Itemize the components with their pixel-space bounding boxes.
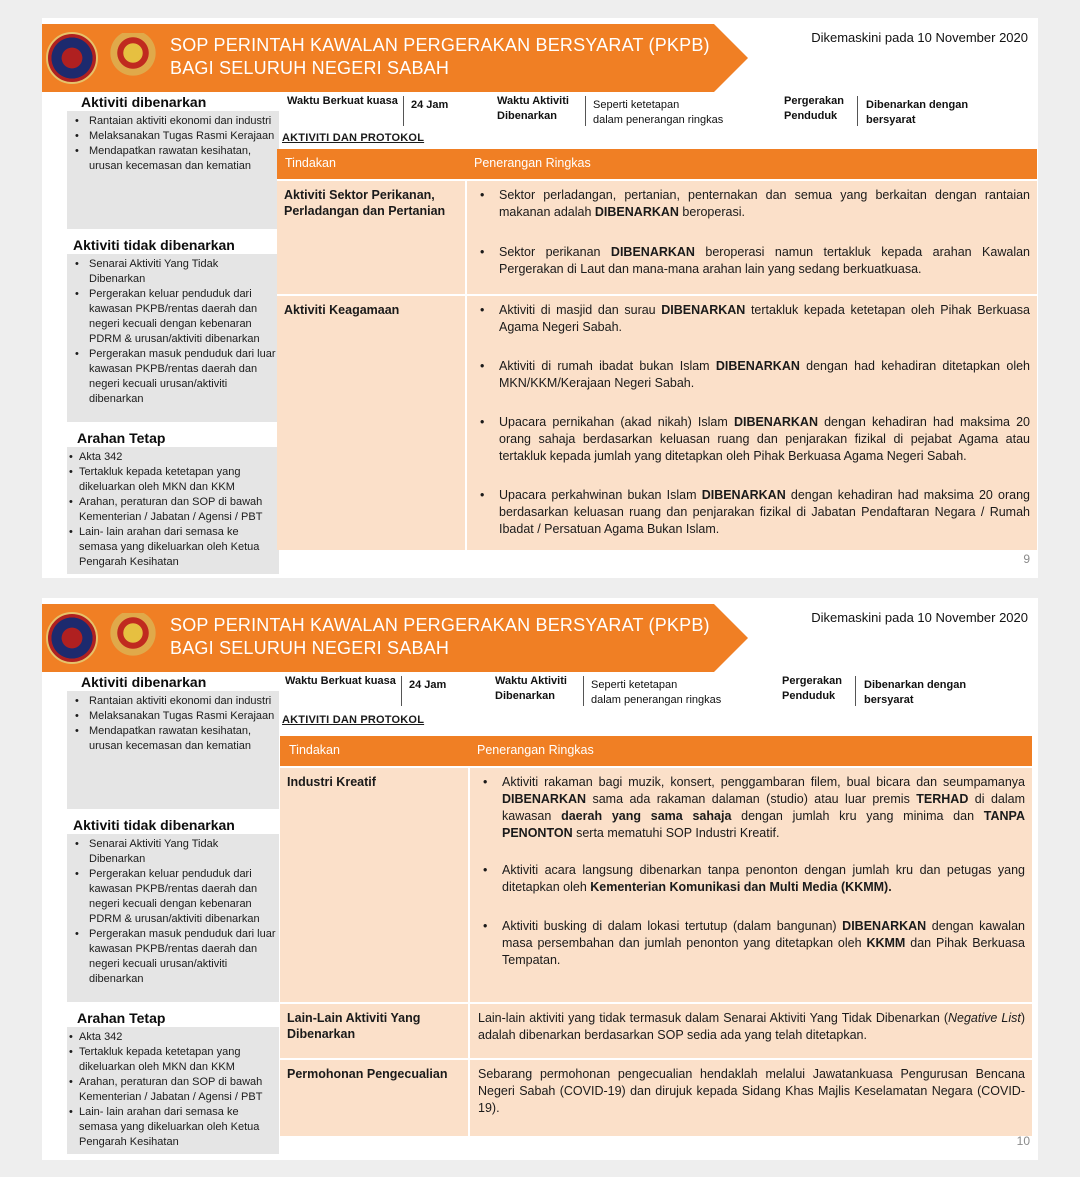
bullet-point [475,358,1030,392]
protocol-heading: AKTIVITI DAN PROTOKOL [282,132,425,144]
activity-value-2: dalam penerangan ringkas [593,114,724,126]
bullet-point [475,187,1030,221]
page-number: 9 [1023,552,1030,566]
text: Aktiviti di rumah ibadat bukan Islam [499,359,716,373]
allowed-heading: Aktiviti dibenarkan [81,674,207,690]
bullet-point [475,302,1030,336]
protocol-heading: AKTIVITI DAN PROTOKOL [282,714,425,726]
divider [583,676,584,706]
text: Sektor perikanan [499,245,611,259]
divider [401,676,402,706]
text: dengan had kehadiran ditetapkan oleh MKN/KKM/Kerajaan Negeri Sabah. [499,359,1031,390]
table-header [280,736,1032,766]
row-action: Industri Kreatif [287,775,376,789]
text: Upacara pernikahan (akad nikah) Islam [499,415,734,429]
standing-orders-list [67,1027,279,1154]
bullet-point [478,918,1025,969]
page-subtitle: BAGI SELURUH NEGERI SABAH [170,58,450,78]
table-row [280,766,1032,1002]
not-allowed-list [67,834,279,1002]
movement-value-1: Dibenarkan dengan [866,99,969,111]
standing-orders-list [67,447,279,574]
column-header-description: Penerangan Ringkas [474,156,591,170]
text: Aktiviti busking di dalam lokasi tertutup (dalam bangunan) [502,919,843,933]
hours-label: Waktu Berkuat kuasa [285,675,396,687]
text: dengan jumlah kru yang minima dan [731,809,984,823]
emphasis: DIBENARKAN [594,205,679,219]
text: Aktiviti di masjid dan surau [499,303,662,317]
not-allowed-list [67,254,279,422]
divider [855,676,856,706]
movement-label-1: Pergerakan [784,95,844,107]
list-item: • Lain- lain arahan dari semasa ke semasa yang dikeluarkan oleh Ketua Pengarah Kesihatan [67,525,277,570]
row-action: Aktiviti Sektor Perikanan, Perladangan dan Pertanian [284,188,446,218]
emphasis: TANPA PENONTON [502,809,1025,840]
table-row [277,179,1037,294]
text: Lain-lain aktiviti yang tidak termasuk dalam Senarai Aktiviti Yang Tidak Dibenarkan ( [478,1011,948,1025]
activity-label-2: Dibenarkan [495,690,555,702]
text: tertakluk kepada ketetapan oleh Pihak Berkuasa Agama Negeri Sabah. [499,303,1030,334]
emphasis: DIBENARKAN [733,415,818,429]
text: di dalam kawasan [502,792,1025,823]
list-item: • Pergerakan keluar penduduk dari kawasan PKPB/rentas daerah dan negeri kecuali dengan kebenaran PDRM & urusan/aktiviti dibenarkan [67,867,277,927]
standing-orders-heading: Arahan Tetap [77,430,166,446]
info-bar [287,94,1027,128]
table-row [280,1058,1032,1136]
row-description [467,181,1037,294]
text: dengan kehadiran had maksima 20 orang berdasarkan keluasan ruang dan penjarakan fizikal di Jabatan Pendaftaran Negara / Rumah Ibadat / Persatuan Agama Bukan Islam. [499,488,1031,536]
text: Upacara perkahwinan bukan Islam [499,488,702,502]
row-action: Aktiviti Keagamaan [284,303,400,317]
coat-of-arms-logo [102,33,164,83]
not-allowed-heading: Aktiviti tidak dibenarkan [73,237,235,253]
list-item: • Pergerakan masuk penduduk dari luar kawasan PKPB/rentas daerah dan negeri kecuali urusan/aktiviti dibenarkan [67,347,277,407]
emphasis: DIBENARKAN [610,245,695,259]
text: dengan kehadiran had maksima 20 orang sahaja berdasarkan keluasan ruang dan penjarakan fizikal di pejabat Agama atau tertakluk kepada jumlah yang ditetapkan oleh Pihak Berkuasa Agama Negeri Sabah. [499,415,1030,463]
list-item: • Arahan, peraturan dan SOP di bawah Kementerian / Jabatan / Agensi / PBT [67,495,277,525]
bullet-point [478,862,1025,896]
text: Aktiviti acara langsung dibenarkan tanpa penonton dengan jumlah kru dan petugas yang ditetapkan oleh [502,863,1025,894]
list-item: • Senarai Aktiviti Yang Tidak Dibenarkan [67,257,277,287]
row-description [470,768,1032,1002]
list-item: • Rantaian aktiviti ekonomi dan industri [67,114,277,129]
row-description [470,1004,1032,1058]
hours-value: 24 Jam [411,99,449,111]
emphasis: daerah yang sama sahaja [561,809,732,823]
sidebar [67,94,279,578]
bullet-point [475,244,1030,278]
movement-value-2: bersyarat [866,114,916,126]
protocol-table [280,736,1032,1136]
text: sama ada rakaman dalaman (studio) atau luar premis [586,792,917,806]
list-item: • Tertakluk kepada ketetapan yang dikeluarkan oleh MKN dan KKM [67,1045,277,1075]
divider [585,96,586,126]
list-item: • Pergerakan masuk penduduk dari luar kawasan PKPB/rentas daerah dan negeri kecuali urusan/aktiviti dibenarkan [67,927,277,987]
police-emblem-logo [46,32,98,84]
movement-label-2: Penduduk [784,110,838,122]
row-action: Permohonan Pengecualian [287,1067,448,1081]
activity-label-2: Dibenarkan [497,110,557,122]
activity-label-1: Waktu Aktiviti [495,675,567,687]
column-header-description: Penerangan Ringkas [477,743,594,757]
list-item: • Mendapatkan rawatan kesihatan, urusan kecemasan dan kematian [67,144,277,174]
updated-date: Dikemaskini pada 10 November 2020 [811,30,1028,45]
emphasis: DIBENARKAN [715,359,800,373]
table-row [277,294,1037,550]
movement-value-2: bersyarat [864,694,914,706]
list-item: • Melaksanakan Tugas Rasmi Kerajaan [67,129,277,144]
text: ) adalah dibenarkan berdasarkan SOP sedia ada yang telah ditetapkan. [478,1011,1025,1042]
sidebar [67,674,279,1160]
emphasis: DIBENARKAN [661,303,746,317]
divider [403,96,404,126]
allowed-heading: Aktiviti dibenarkan [81,94,207,110]
divider [857,96,858,126]
emphasis: DIBENARKAN [502,792,587,806]
list-item: • Senarai Aktiviti Yang Tidak Dibenarkan [67,837,277,867]
emphasis: KKMM [866,936,906,950]
emphasis: TERHAD [916,792,969,806]
slide-page-9 [42,18,1038,578]
movement-value-1: Dibenarkan dengan [864,679,967,691]
emphasis: DIBENARKAN [842,919,927,933]
activity-value-1: Seperti ketetapan [591,679,678,691]
page-title: SOP PERINTAH KAWALAN PERGERAKAN BERSYARAT (PKPB) [170,615,710,635]
not-allowed-heading: Aktiviti tidak dibenarkan [73,817,235,833]
table-header [277,149,1037,179]
row-description [467,296,1037,550]
text: Sektor perladangan, pertanian, penternakan dan semua yang berkaitan dengan rantaian makanan adalah [499,188,1030,219]
activity-label-1: Waktu Aktiviti [497,95,569,107]
bullet-point [475,487,1030,538]
text: dan Pihak Berkuasa Tempatan. [502,936,1025,967]
list-item: • Melaksanakan Tugas Rasmi Kerajaan [67,709,277,724]
page-title: SOP PERINTAH KAWALAN PERGERAKAN BERSYARAT (PKPB) [170,35,710,55]
list-item: • Tertakluk kepada ketetapan yang dikeluarkan oleh MKN dan KKM [67,465,277,495]
allowed-list [67,691,279,809]
table-row [280,1002,1032,1058]
hours-value: 24 Jam [409,679,447,691]
movement-label-2: Penduduk [782,690,836,702]
bullet-point [475,414,1030,465]
text: beroperasi namun tertakluk kepada arahan Kawalan Pergerakan di Laut dan mana-mana arahan lain yang sedang berkuatkuasa. [499,245,1030,276]
activity-value-2: dalam penerangan ringkas [591,694,722,706]
allowed-list [67,111,279,229]
row-description: Sebarang permohonan pengecualian hendaklah melalui Jawatankuasa Pengurusan Bencana Negeri Sabah (COVID-19) dan dirujuk kepada Sidang Khas Majlis Keselamatan Negara (COVID-19). [478,1067,1025,1115]
page-subtitle: BAGI SELURUH NEGERI SABAH [170,638,450,658]
standing-orders-heading: Arahan Tetap [77,1010,166,1026]
list-item: • Arahan, peraturan dan SOP di bawah Kementerian / Jabatan / Agensi / PBT [67,1075,277,1105]
info-bar [285,674,1025,708]
list-item: • Mendapatkan rawatan kesihatan, urusan kecemasan dan kematian [67,724,277,754]
text: Aktiviti rakaman bagi muzik, konsert, penggambaran filem, bual bicara dan seumpamanya [502,775,1025,789]
list-item: • Lain- lain arahan dari semasa ke semasa yang dikeluarkan oleh Ketua Pengarah Kesihatan [67,1105,277,1150]
emphasis: Kementerian Komunikasi dan Multi Media (KKMM). [590,880,892,894]
list-item: • Akta 342 [67,1030,277,1045]
text: beroperasi. [678,205,745,219]
text: serta mematuhi SOP Industri Kreatif. [572,826,780,840]
slide-page-10 [42,598,1038,1160]
protocol-table [277,149,1037,550]
column-header-action: Tindakan [289,743,340,757]
movement-label-1: Pergerakan [782,675,842,687]
italic-text: Negative List [947,1011,1021,1025]
activity-value-1: Seperti ketetapan [593,99,680,111]
row-action: Lain-Lain Aktiviti Yang Dibenarkan [287,1011,421,1041]
page-number: 10 [1016,1134,1030,1148]
updated-date: Dikemaskini pada 10 November 2020 [811,610,1028,625]
list-item: • Rantaian aktiviti ekonomi dan industri [67,694,277,709]
text: dengan kawalan masa persembahan dan jumlah penonton yang ditetapkan oleh [502,919,1025,950]
column-header-action: Tindakan [285,156,336,170]
hours-label: Waktu Berkuat kuasa [287,95,398,107]
list-item: • Akta 342 [67,450,277,465]
bullet-point [478,774,1025,842]
list-item: • Pergerakan keluar penduduk dari kawasan PKPB/rentas daerah dan negeri kecuali dengan kebenaran PDRM & urusan/aktiviti dibenarkan [67,287,277,347]
emphasis: DIBENARKAN [701,488,786,502]
coat-of-arms-logo [102,613,164,663]
police-emblem-logo [46,612,98,664]
